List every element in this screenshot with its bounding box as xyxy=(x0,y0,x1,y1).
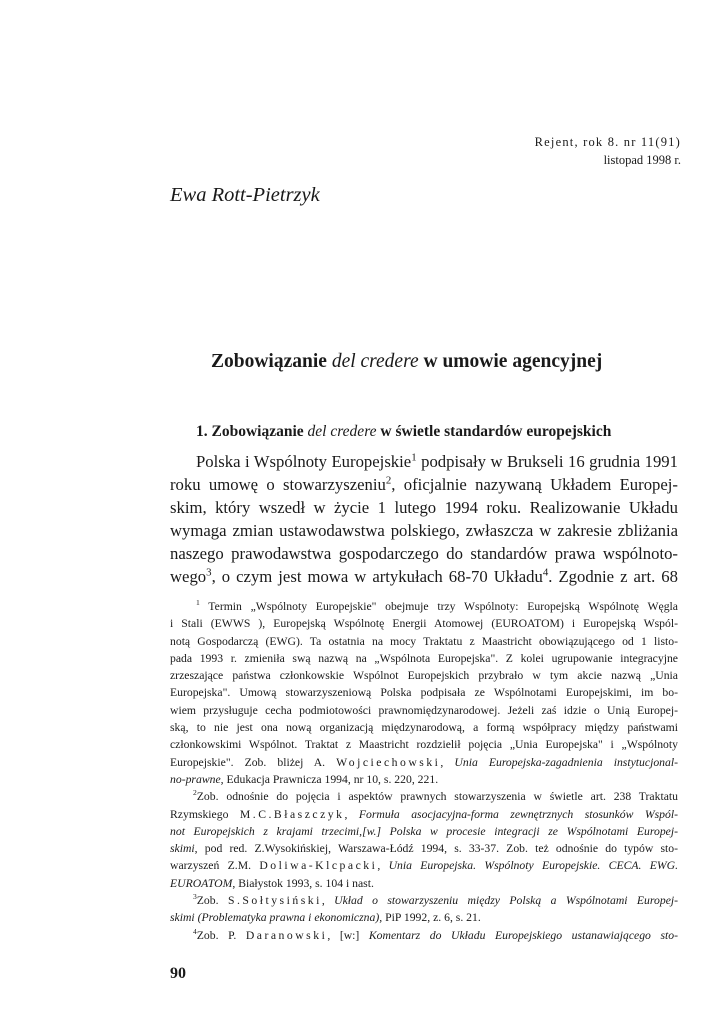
footnote-line: zrzeszające państwa członkowskie Wspólnot Europejskich przybrało w tym akcie nazwą „Unia xyxy=(170,669,678,683)
article-title xyxy=(211,351,602,373)
footnote-line: skimi (Problematyka prawna i ekonomiczna), PiP 1992, z. 6, s. 21. xyxy=(170,911,481,925)
footnote-ref[interactable]: 3 xyxy=(206,566,212,579)
footnote-line: Europejska". Umową stowarzyszeniową Polska podpisała ze Wspólnotami Europejskimi, im bo- xyxy=(170,686,678,700)
footnote-line: warzyszeń Z.M. Doliwa-Klcpacki, Unia Europejska. Wspólnoty Europejskie. CECA. EWG. xyxy=(170,859,679,873)
body-line: naszego prawodawstwa gospodarczego do standardów prawa wspólnoto- xyxy=(170,544,678,563)
footnote-3: $^3$Zob. S.Sołtysiński, Układ o stowarzyszeniu między Polską a Wspólnotami Europej- xyxy=(193,892,679,908)
body-line: skim, który wszedł w życie 1 lutego 1994 roku. Realizowanie Układu xyxy=(170,498,678,517)
footnote-line: pada 1993 r. zmieniła swą nazwą na „Wspólnota Europejska". Z kolei ugrupowanie integracyjne xyxy=(170,651,678,665)
footnote-mark: 1 xyxy=(196,598,200,608)
footnote-line: Europejskie". Zob. bliżej A. Wojciechowski, Unia Europejska-zagadnienia instytucjonal- xyxy=(170,755,678,769)
footnote-1: $^1$ Termin „Wspólnoty Europejskie" obejmuje trzy Wspólnoty: Europejską Wspólnotę Węgla xyxy=(196,598,678,613)
footnote-line: not Europejskich z krajami trzecimi,[w.] Polska w procesie integracji ze Wspólnotami Europej- xyxy=(170,824,678,838)
footnote-4: $^4$Zob. P. Daranowski, [w:] Komentarz do Układu Europejskiego ustanawiającego sto- xyxy=(193,926,679,942)
section-heading xyxy=(196,423,611,441)
body-line: Polska i Wspólnoty Europejskie$^1$ podpisały w Brukseli 16 grudnia 1991 xyxy=(196,451,678,471)
body-line: wego$^3$, o czym jest mowa w artykułach 68-70 Układu$^4$. Zgodnie z art. 68 xyxy=(170,566,678,586)
author-name: Ewa Rott-Pietrzyk xyxy=(170,184,320,206)
footnote-line: skimi, pod red. Z.Wysokińskiej, Warszawa-Łódź 1994, s. 33-37. Zob. też odnośnie do typów sto- xyxy=(170,842,678,856)
footnote-line: Rzymskiego M.C.Błaszczyk, Formuła asocjacyjna-forma zewnętrznych stosunków Wspól- xyxy=(170,807,679,821)
footnote-2: $^2$Zob. odnośnie do pojęcia i aspektów prawnych stowarzyszenia w świetle art. 238 Traktatu xyxy=(193,788,678,804)
footnote-ref[interactable]: 4 xyxy=(542,566,549,579)
footnote-line: wiem przysługuje cecha podmiotowości prawnomiędzynarodowej. Jeżeli zaś idzie o Unią Europej- xyxy=(170,703,678,717)
footnote-mark: 3 xyxy=(193,892,197,902)
footnote-ref[interactable]: 2 xyxy=(385,474,392,487)
footnote-mark: 2 xyxy=(193,788,197,798)
title-italic: del credere xyxy=(331,351,419,372)
page-number: 90 xyxy=(170,965,186,982)
body-paragraph xyxy=(170,450,678,588)
footnote-line: ską, to nie jest ona nową organizacją międzynarodową, a formą współpracy między państwami xyxy=(170,721,678,735)
body-line: roku umowę o stowarzyszeniu$^2$, oficjalnie nazywaną Układem Europej- xyxy=(170,474,678,494)
footnote-line: członkowskimi Wspólnot. Traktat z Maastricht rozdzielił pojęcia „Unia Europejska" i „Wspólnoty xyxy=(170,738,678,752)
section-italic: del credere xyxy=(307,423,377,440)
footnote-line: i Stali (EWWS ), Europejską Wspólnotę Energii Atomowej (EUROATOM) i Europejską Wspól- xyxy=(170,617,678,631)
footnotes xyxy=(170,598,678,944)
journal-date: listopad 1998 r. xyxy=(603,153,681,167)
footnote-line: no-prawne, Edukacja Prawnicza 1994, nr 10, s. 220, 221. xyxy=(170,772,439,786)
footnote-line: EUROATOM, Białystok 1993, s. 104 i nast. xyxy=(170,876,374,890)
footnote-ref[interactable]: 1 xyxy=(411,451,417,464)
section-lead: 1. Zobowiązanie xyxy=(196,423,308,440)
footnote-line: notą Gospodarczą (EWG). Ta ostatnia na mocy Traktatu z Maastricht obowiązującego od 1 listo- xyxy=(170,634,678,648)
title-part1: Zobowiązanie xyxy=(211,351,332,372)
section-rest: w świetle standardów europejskich xyxy=(376,423,612,440)
journal-issue: Rejent, rok 8. nr 11(91) xyxy=(534,135,681,149)
footnote-mark: 4 xyxy=(193,926,197,936)
title-part2: w umowie agencyjnej xyxy=(418,351,603,372)
journal-citation xyxy=(535,133,681,169)
body-line: wymaga zmian ustawodawstwa polskiego, zwłaszcza w zakresie zbliżania xyxy=(170,521,678,540)
